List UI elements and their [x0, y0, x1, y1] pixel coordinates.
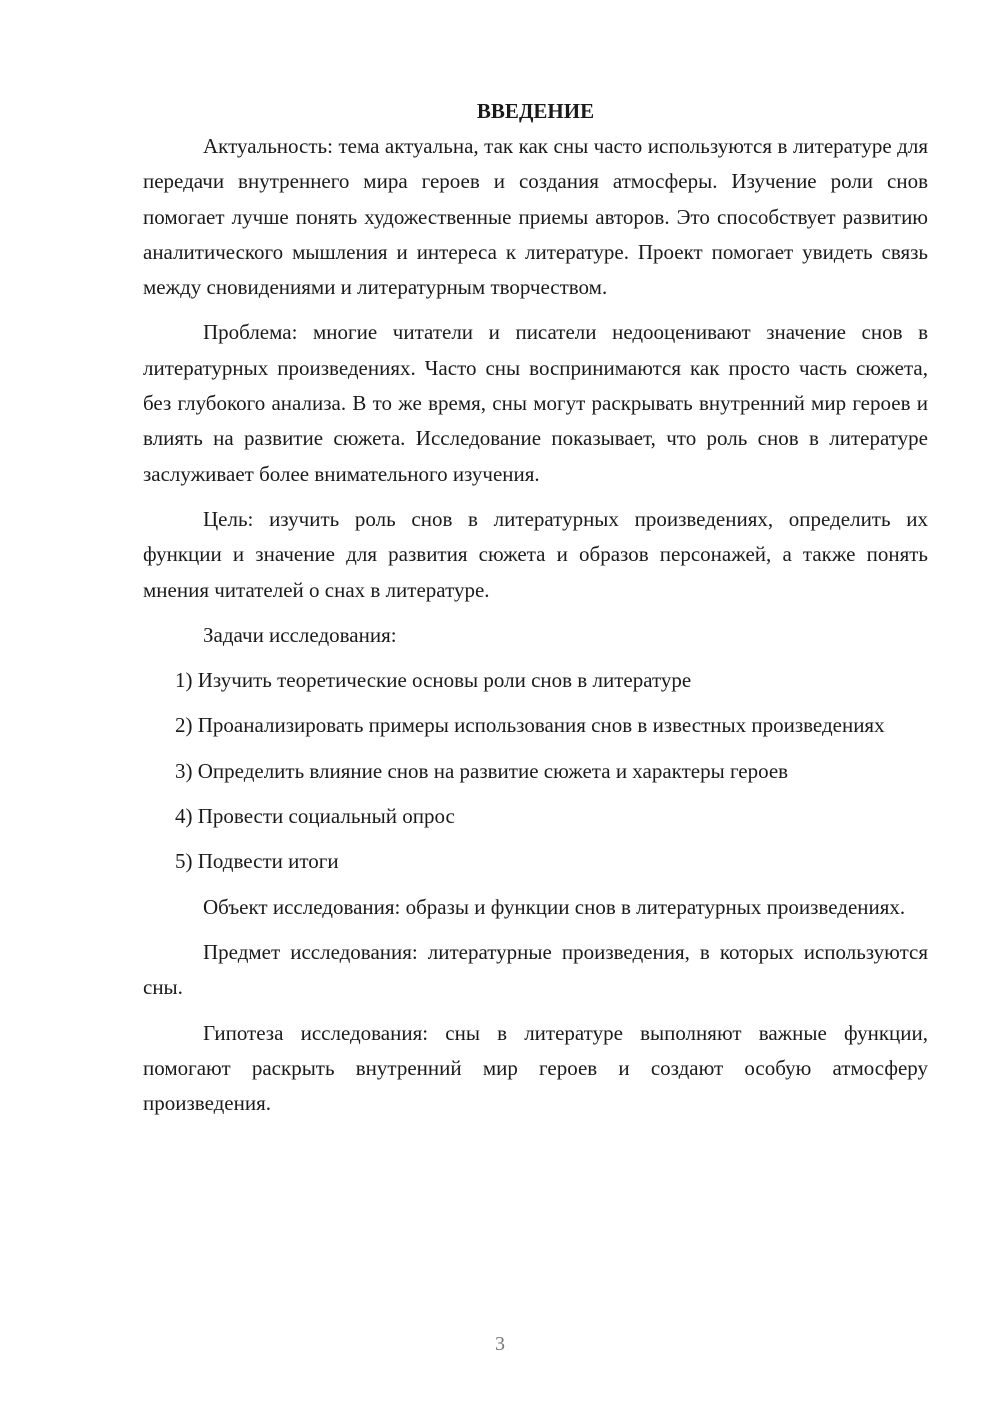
list-item: 3) Определить влияние снов на развитие сюжета и характеры героев — [175, 758, 789, 783]
subject-paragraph: Предмет исследования: литературные произведения, в которых используются сны. — [143, 939, 928, 1000]
list-item: 4) Провести социальный опрос — [175, 804, 455, 829]
hypothesis-paragraph: Гипотеза исследования: сны в литературе выполняют важные функции, помогают раскрыть внутренний мир героев и создают особую атмосферу произведения. — [143, 1020, 928, 1116]
list-item: 1) Изучить теоретические основы роли снов в литературе — [175, 668, 692, 693]
problem-paragraph: Проблема: многие читатели и писатели недооценивают значение снов в литературных произведениях. Часто сны воспринимаются как просто часть сюжета, без глубокого анализа. В то же время, сны могут раскрывать внутренний мир героев и влиять на развитие сюжета. Исследование показывает, что роль снов в литературе заслуживает более внимательного изучения. — [143, 320, 928, 486]
object-paragraph: Объект исследования: образы и функции снов в литературных произведениях. — [203, 894, 906, 919]
page-title: ВВЕДЕНИЕ — [476, 99, 595, 123]
tasks-list — [143, 663, 928, 879]
list-item: 2) Проанализировать примеры использования снов в известных произведениях — [175, 713, 885, 738]
tasks-heading: Задачи исследования: — [203, 622, 397, 647]
relevance-paragraph: Актуальность: тема актуальна, так как сны часто используются в литературе для передачи внутреннего мира героев и создания атмосферы. Изучение роли снов помогает лучше понять художественные приемы авторов. Это способствует развитию аналитического мышления и интереса к литературе. Проект помогает увидеть связь между сновидениями и литературным творчеством. — [143, 134, 928, 300]
list-item: 5) Подвести итоги — [175, 849, 339, 874]
document-page — [143, 96, 928, 1131]
page-number: 3 — [495, 1333, 505, 1355]
goal-paragraph: Цель: изучить роль снов в литературных произведениях, определить их функции и значение для развития сюжета и образов персонажей, а также понять мнения читателей о снах в литературе. — [143, 506, 928, 602]
